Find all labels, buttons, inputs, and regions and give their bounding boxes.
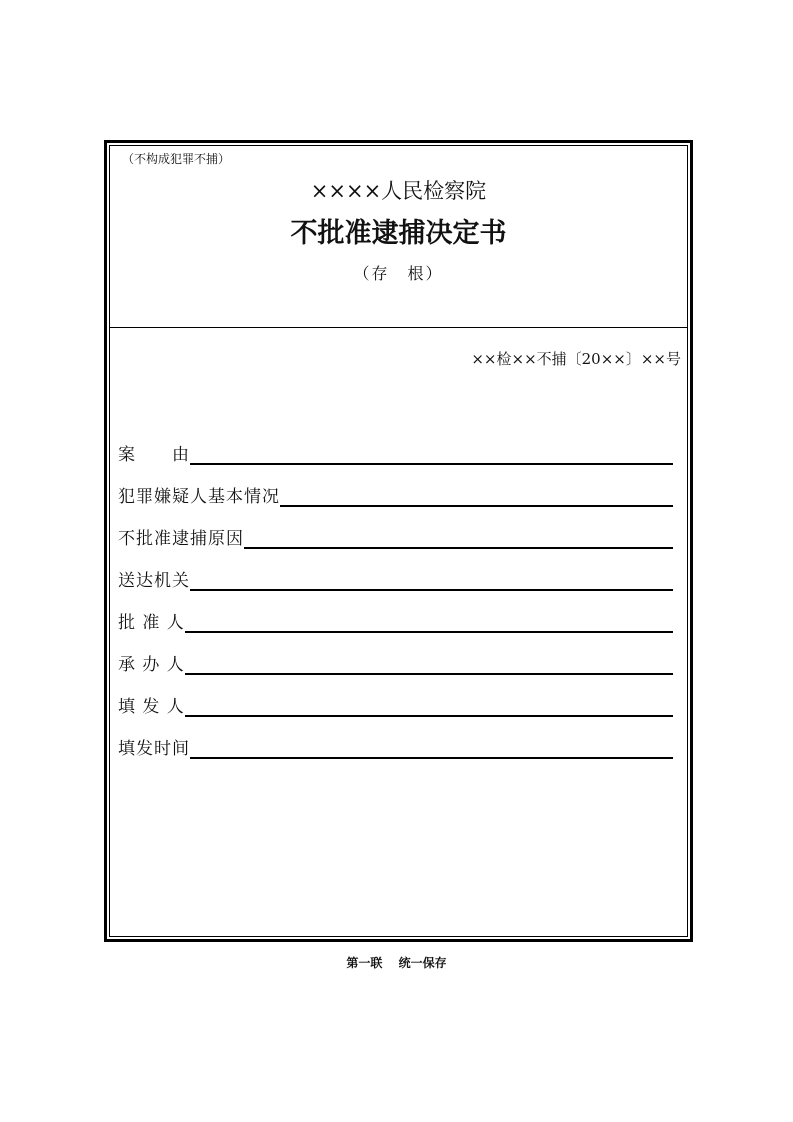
field-fill-line	[185, 651, 673, 675]
field-label: 送达机关	[118, 571, 190, 591]
field-fill-line	[185, 693, 673, 717]
field-issuer	[118, 678, 673, 720]
field-label: 犯罪嫌疑人基本情况	[118, 487, 280, 507]
stub-header	[110, 146, 687, 328]
field-label: 批 准 人	[118, 613, 185, 633]
form-fields	[118, 426, 673, 762]
field-suspect-info	[118, 468, 673, 510]
document-title: 不批准逮捕决定书	[290, 218, 507, 249]
copy-note: 第一联 统一保存	[346, 956, 447, 970]
field-label: 填 发 人	[118, 697, 185, 717]
form-border	[104, 140, 693, 942]
field-issue-time	[118, 720, 673, 762]
field-delivery-agency	[118, 552, 673, 594]
field-handler	[118, 636, 673, 678]
field-label: 案 由	[118, 445, 190, 465]
field-reason	[118, 510, 673, 552]
field-fill-line	[244, 525, 673, 549]
field-label: 不批准逮捕原因	[118, 529, 244, 549]
field-fill-line	[190, 567, 673, 591]
agency-name: ××××人民检察院	[310, 179, 487, 203]
field-case-cause	[118, 426, 673, 468]
form-inner-border	[109, 145, 688, 937]
field-approver	[118, 594, 673, 636]
field-fill-line	[280, 483, 673, 507]
field-label: 填发时间	[118, 739, 190, 759]
field-fill-line	[190, 735, 673, 759]
stub-label: （存 根）	[353, 264, 444, 283]
field-fill-line	[185, 609, 673, 633]
document-number: ××检××不捕〔20××〕××号	[471, 350, 681, 368]
document-type-note: （不构成犯罪不捕）	[122, 152, 231, 166]
field-fill-line	[190, 441, 673, 465]
field-label: 承 办 人	[118, 655, 185, 675]
